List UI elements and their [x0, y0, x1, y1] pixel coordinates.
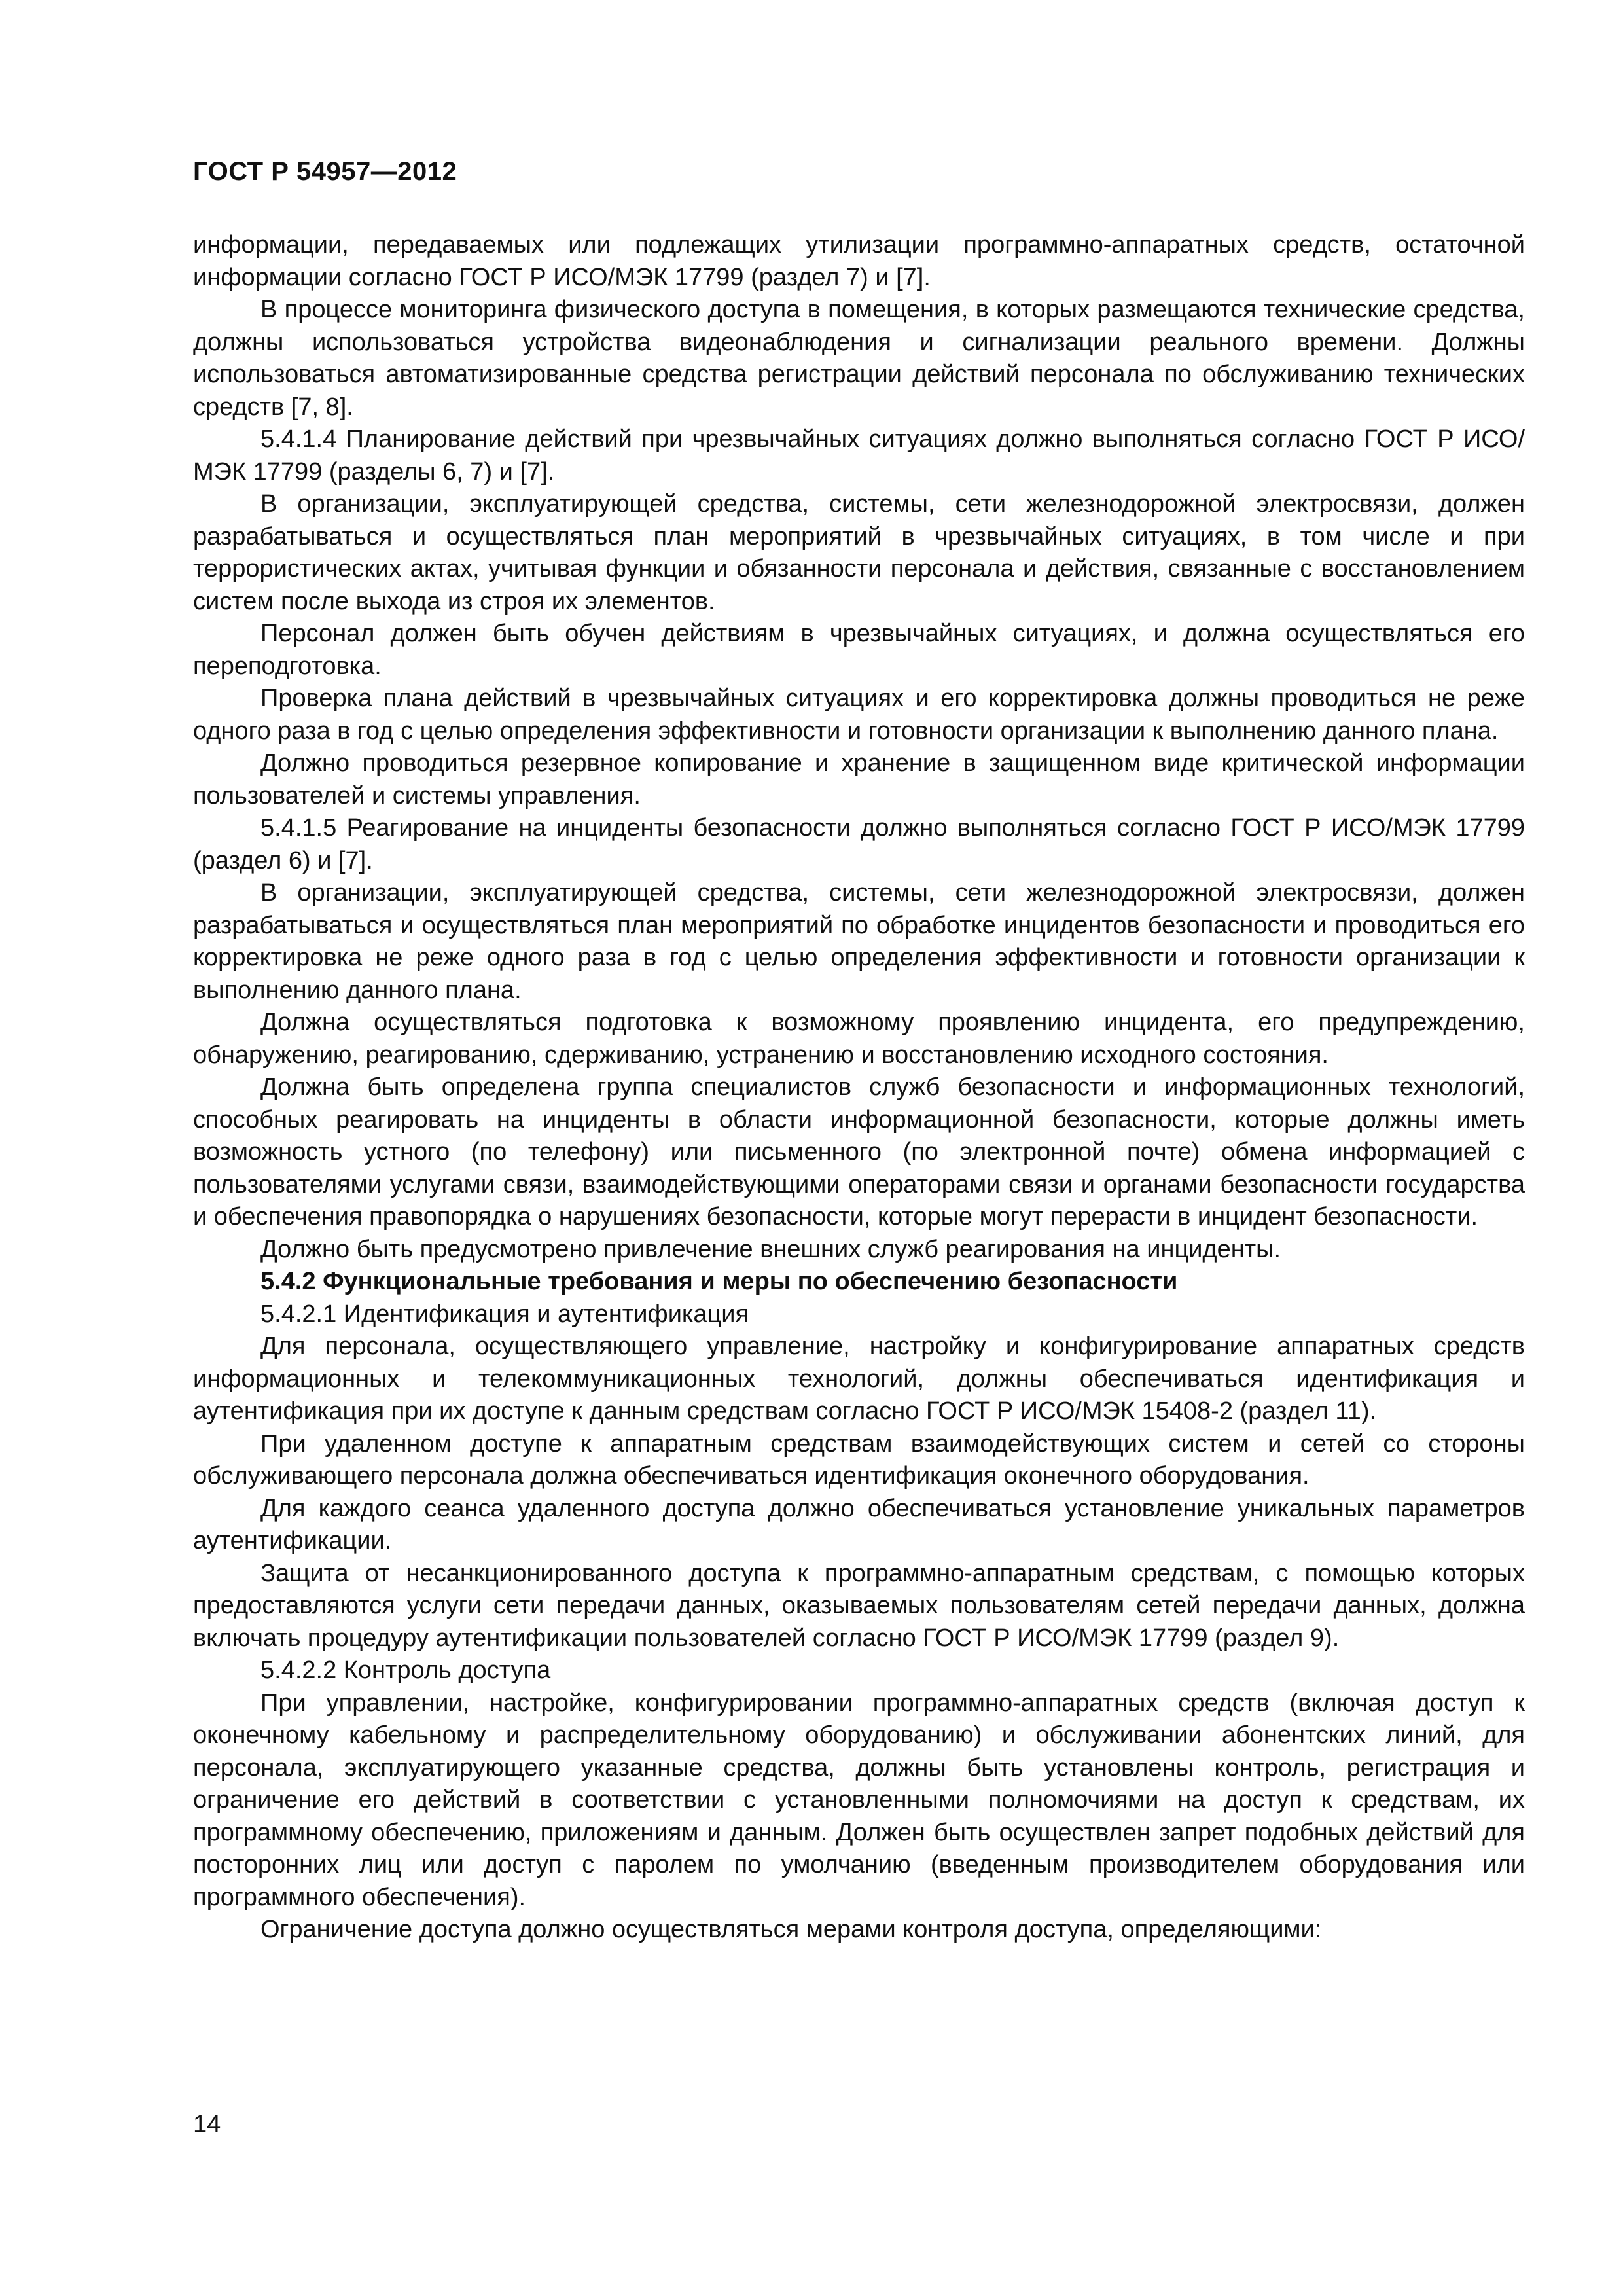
- paragraph: При управлении, настройке, конфигурировании программно-аппаратных средств (включая доступ к оконечному кабельному и распределительному оборудованию) и обслуживании абонентских линий, для персонала, эксплуатирующего указанные средства, должны быть установлены контроль, регистрация и ограничение его действий в соответствии с установленными полномочиями на доступ к средствам, их программному обеспечению, приложениям и данным. Должен быть осуществлен запрет подобных действий для посторонних лиц или доступ с паролем по умолчанию (введенным производителем оборудования или программного обеспечения).: [193, 1689, 1525, 1911]
- paragraph: Для персонала, осуществляющего управление, настройку и конфигурирование аппаратных средств информационных и телекоммуникационных технологий, должны обеспечиваться идентификация и аутентификация при их доступе к данным средствам согласно ГОСТ Р ИСО/МЭК 15408-2 (раздел 11).: [193, 1333, 1525, 1425]
- paragraph: В организации, эксплуатирующей средства, системы, сети железнодорожной электросвязи, должен разрабатываться и осуществляться план мероприятий по обработке инцидентов безопасности и проводиться его корректировка не реже одного раза в год с целью определения эффективности и готовности организации к выполнению данного плана.: [193, 879, 1525, 1004]
- paragraph: Персонал должен быть обучен действиям в чрезвычайных ситуациях, и должна осуществляться его переподготовка.: [193, 620, 1525, 680]
- paragraph: 5.4.2.1 Идентификация и аутентификация: [260, 1300, 749, 1328]
- paragraph: Ограничение доступа должно осуществляться мерами контроля доступа, определяющими:: [260, 1916, 1322, 1943]
- paragraph: Для каждого сеанса удаленного доступа должно обеспечиваться установление уникальных параметров аутентификации.: [193, 1494, 1525, 1554]
- paragraph: Должна осуществляться подготовка к возможному проявлению инцидента, его предупреждению, обнаружению, реагированию, сдерживанию, устранению и восстановлению исходного состояния.: [193, 1009, 1525, 1069]
- paragraph: Защита от несанкционированного доступа к программно-аппаратным средствам, с помощью которых предоставляются услуги сети передачи данных, оказываемых пользователям сетей передачи данных, должна включать процедуру аутентификации пользователей согласно ГОСТ Р ИСО/МЭК 17799 (раздел 9).: [193, 1559, 1525, 1652]
- document-body: [193, 229, 1525, 1946]
- section-heading: 5.4.2 Функциональные требования и меры по обеспечению безопасности: [260, 1268, 1178, 1295]
- paragraph: При удаленном доступе к аппаратным средствам взаимодействующих систем и сетей со стороны обслуживающего персонала должна обеспечиваться идентификация оконечного оборудования.: [193, 1429, 1525, 1490]
- paragraph: 5.4.1.4 Планирование действий при чрезвычайных ситуациях должно выполняться согласно ГОСТ Р ИСО/МЭК 17799 (разделы 6, 7) и [7].: [193, 425, 1525, 486]
- paragraph: Должно проводиться резервное копирование и хранение в защищенном виде критической информации пользователей и системы управления.: [193, 749, 1525, 810]
- paragraph: 5.4.2.2 Контроль доступа: [260, 1657, 551, 1684]
- page-header-standard-id: ГОСТ Р 54957—2012: [193, 157, 457, 186]
- paragraph: В организации, эксплуатирующей средства, системы, сети железнодорожной электросвязи, должен разрабатываться и осуществляться план мероприятий в чрезвычайных ситуациях, в том числе и при террористических актах, учитывая функции и обязанности персонала и действия, связанные с восстановлением систем после выхода из строя их элементов.: [193, 490, 1525, 615]
- paragraph: Должно быть предусмотрено привлечение внешних служб реагирования на инциденты.: [260, 1235, 1281, 1263]
- paragraph: Проверка плана действий в чрезвычайных ситуациях и его корректировка должны проводиться не реже одного раза в год с целью определения эффективности и готовности организации к выполнению данного плана.: [193, 685, 1525, 745]
- paragraph: Должна быть определена группа специалистов служб безопасности и информационных технологий, способных реагировать на инциденты в области информационной безопасности, которые должны иметь возможность устного (по телефону) или письменного (по электронной почте) обмена информацией с пользователями услугами связи, взаимодействующими операторами связи и органами безопасности государства и обеспечения правопорядка о нарушениях безопасности, которые могут перерасти в инцидент безопасности.: [193, 1073, 1525, 1230]
- paragraph: В процессе мониторинга физического доступа в помещения, в которых размещаются технические средства, должны использоваться устройства видеонаблюдения и сигнализации реального времени. Должны использоваться автоматизированные средства регистрации действий персонала по обслуживанию технических средств [7, 8].: [193, 296, 1525, 421]
- paragraph: информации, передаваемых или подлежащих утилизации программно-аппаратных средств, остаточной информации согласно ГОСТ Р ИСО/МЭК 17799 (раздел 7) и [7].: [193, 231, 1525, 291]
- paragraph: 5.4.1.5 Реагирование на инциденты безопасности должно выполняться согласно ГОСТ Р ИСО/МЭК 17799 (раздел 6) и [7].: [193, 814, 1525, 874]
- page-number: 14: [193, 2111, 221, 2138]
